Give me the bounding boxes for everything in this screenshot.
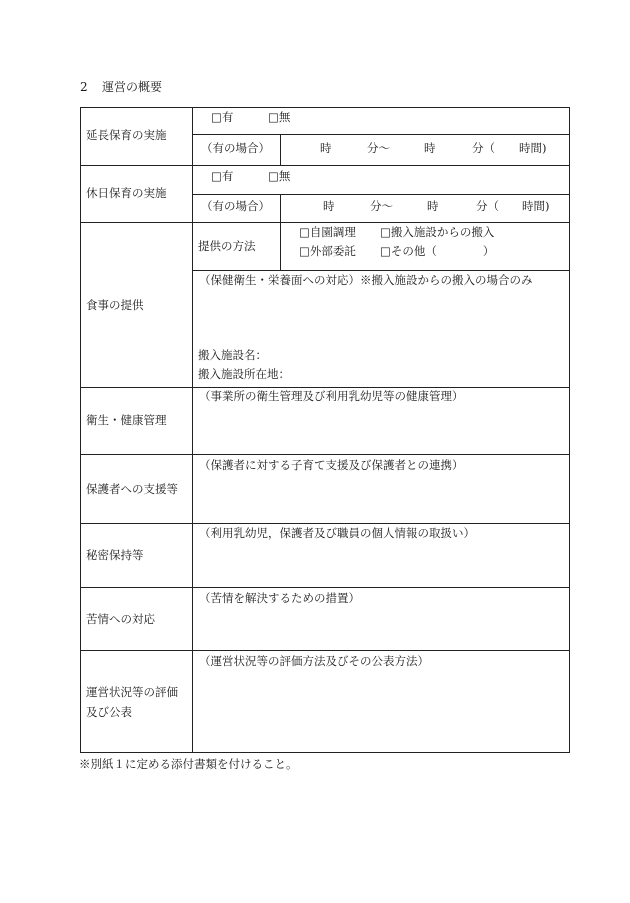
evaluation-label-line1: 運営状況等の評価 [86,685,178,699]
holiday-care-start-minute[interactable]: 分～ [370,199,393,213]
extended-care-end-minute[interactable]: 分（ [472,141,495,155]
hygiene-note: （事業所の衛生管理及び利用乳幼児等の健康管理） [199,389,464,403]
table-border-right [569,107,570,753]
table-border-top [80,107,570,108]
holiday-care-time-divider [280,194,281,223]
extended-care-label: 延長保育の実施 [86,128,167,142]
table-border-left [80,107,81,753]
extended-care-time-divider [280,134,281,166]
extended-care-if-yes-label: （有の場合） [201,141,270,155]
evaluation-label-line2: 及び公表 [86,705,132,719]
row-separator [80,222,570,223]
holiday-care-total-hours[interactable]: 時間) [522,199,550,213]
holiday-care-no-checkbox[interactable]: □無 [268,169,291,183]
row-separator [80,454,570,455]
extended-care-yes-checkbox[interactable]: □有 [211,110,234,124]
holiday-care-start-hour[interactable]: 時 [323,199,335,213]
extended-care-total-hours[interactable]: 時間) [519,141,547,155]
meals-delivery-checkbox[interactable]: □搬入施設からの搬入 [380,225,495,239]
holiday-care-end-minute[interactable]: 分（ [476,199,499,213]
meals-outsourced-checkbox[interactable]: □外部委託 [299,244,356,258]
row-separator [80,587,570,588]
confidentiality-note: （利用乳幼児，保護者及び職員の個人情報の取扱い） [199,526,475,540]
holiday-care-label: 休日保育の実施 [86,186,167,200]
extended-care-start-minute[interactable]: 分～ [367,141,390,155]
confidentiality-label: 秘密保持等 [86,548,144,562]
meals-other-checkbox[interactable]: □その他（ ） [380,244,495,258]
guardian-support-note: （保護者に対する子育て支援及び保護者との連携） [199,458,464,472]
operations-overview-table [80,107,570,753]
holiday-care-end-hour[interactable]: 時 [427,199,439,213]
meals-method-label: 提供の方法 [198,239,256,253]
row-separator [80,165,570,166]
meals-inner-separator [192,270,570,271]
holiday-care-if-yes-label: （有の場合） [201,199,270,213]
table-border-bottom [80,752,570,753]
evaluation-note: （運営状況等の評価方法及びその公表方法） [199,654,429,668]
meals-hygiene-note: （保健衛生・栄養面への対応）※搬入施設からの搬入の場合のみ [199,273,533,287]
row-separator [80,650,570,651]
complaints-note: （苦情を解決するための措置） [199,591,360,605]
row-separator [80,387,570,388]
footer-note: ※別紙１に定める添付書類を付けること。 [79,757,298,771]
section-number: 2 [80,80,88,94]
extended-care-start-hour[interactable]: 時 [320,141,332,155]
guardian-support-label: 保護者への支援等 [86,482,178,496]
meals-method-divider [280,222,281,270]
complaints-label: 苦情への対応 [86,612,155,626]
extended-care-no-checkbox[interactable]: □無 [268,110,291,124]
section-title: 運営の概要 [102,80,163,94]
hygiene-label: 衛生・健康管理 [86,413,167,427]
meals-label: 食事の提供 [86,298,144,312]
section-heading [80,81,162,93]
row-separator [80,523,570,524]
meals-facility-address-field[interactable]: 搬入施設所在地： [198,367,290,381]
extended-care-inner-separator [192,134,570,135]
meals-in-house-checkbox[interactable]: □自園調理 [299,225,356,239]
label-column-divider [192,107,193,753]
holiday-care-inner-separator [192,194,570,195]
extended-care-end-hour[interactable]: 時 [424,141,436,155]
meals-facility-name-field[interactable]: 搬入施設名： [198,348,267,362]
holiday-care-yes-checkbox[interactable]: □有 [211,169,234,183]
